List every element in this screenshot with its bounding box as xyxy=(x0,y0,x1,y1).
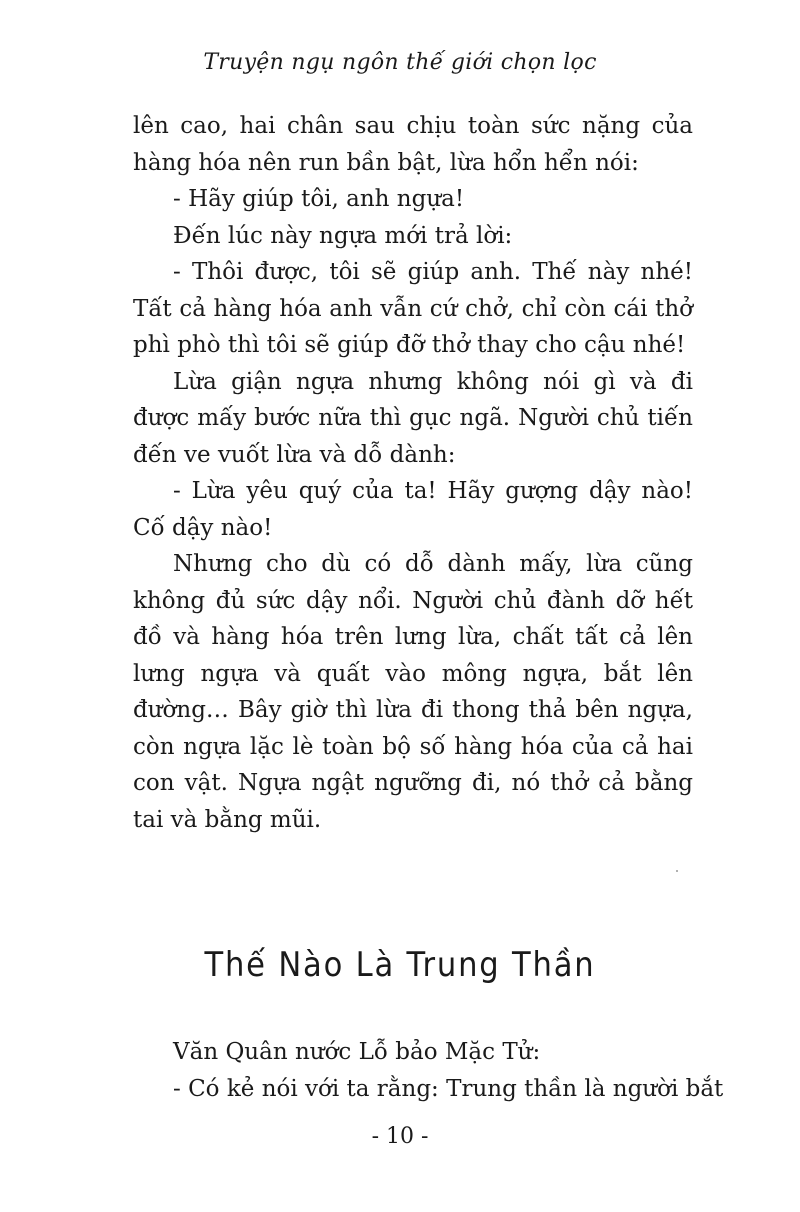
page-number: - 10 - xyxy=(371,1124,429,1149)
paragraph: - Lừa yêu quý của ta! Hãy gượng dậy nào! Cố dậy nào! xyxy=(133,478,693,541)
speck-mark xyxy=(676,870,678,872)
paragraph: - Thôi được, tôi sẽ giúp anh. Thế này nhé! Tất cả hàng hóa anh vẫn cứ chở, chỉ còn cái thở phì phò thì tôi sẽ giúp đỡ thở thay cho cậu nhé! xyxy=(133,259,693,358)
paragraph: lên cao, hai chân sau chịu toàn sức nặng của hàng hóa nên run bần bật, lừa hổn hển nói: xyxy=(133,113,693,176)
story-body xyxy=(133,108,693,838)
story-body-2 xyxy=(133,1034,724,1107)
paragraph: - Có kẻ nói với ta rằng: Trung thần là người bắt xyxy=(173,1075,724,1102)
paragraph: Đến lúc này ngựa mới trả lời: xyxy=(173,222,513,249)
paragraph: Lừa giận ngựa nhưng không nói gì và đi được mấy bước nữa thì gục ngã. Người chủ tiến đến ve vuốt lừa và dỗ dành: xyxy=(133,368,693,468)
paragraph: Văn Quân nước Lỗ bảo Mặc Tử: xyxy=(173,1039,541,1065)
paragraph: - Hãy giúp tôi, anh ngựa! xyxy=(173,186,465,212)
running-header: Truyện ngụ ngôn thế giới chọn lọc xyxy=(203,50,597,75)
paragraph: Nhưng cho dù có dỗ dành mấy, lừa cũng không đủ sức dậy nổi. Người chủ đành dỡ hết đồ và hàng hóa trên lưng lừa, chất tất cả lên lưng ngựa và quất vào mông ngựa, bắt lên đường… Bây giờ thì lừa đi thong thả bên ngựa, còn ngựa lặc lè toàn bộ số hàng hóa của cả hai con vật. Ngựa ngật ngưỡng đi, nó thở cả bằng tai và bằng mũi. xyxy=(133,551,693,833)
story-title: Thế Nào Là Trung Thần xyxy=(204,945,596,985)
